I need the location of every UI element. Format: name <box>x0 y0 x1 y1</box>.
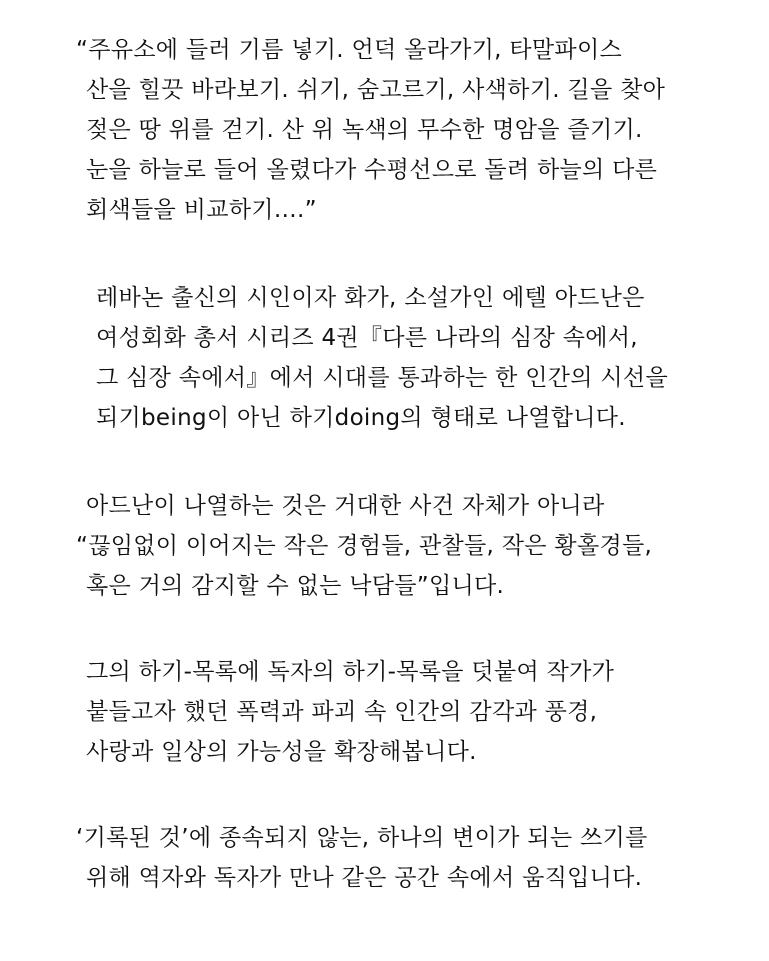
paragraph-author-intro <box>76 278 729 438</box>
text-line: 젖은 땅 위를 걷기. 산 위 녹색의 무수한 명암을 즐기기. <box>86 117 643 143</box>
text-line: 아드난이 나열하는 것은 거대한 사건 자체가 아니라 <box>86 493 605 519</box>
text-line: 그의 하기-목록에 독자의 하기-목록을 덧붙여 작가가 <box>86 659 615 685</box>
text-line: 사랑과 일상의 가능성을 확장해봅니다. <box>86 739 477 765</box>
text-line: 혹은 거의 감지할 수 없는 낙담들”입니다. <box>86 573 505 599</box>
text-line: 레바논 출신의 시인이자 화가, 소설가인 에텔 아드난은 <box>96 285 645 311</box>
paragraph-closing <box>76 818 729 898</box>
paragraph-quote-list <box>76 30 729 230</box>
text-line: 눈을 하늘로 들어 올렸다가 수평선으로 돌려 하늘의 다른 <box>86 157 658 183</box>
text-line: 산을 힐끗 바라보기. 쉬기, 숨고르기, 사색하기. 길을 찾아 <box>86 77 666 103</box>
text-line: 여성회화 총서 시리즈 4권『다른 나라의 심장 속에서, <box>96 325 638 351</box>
text-line: “끊임없이 이어지는 작은 경험들, 관찰들, 작은 황홀경들, <box>76 533 653 559</box>
paragraph-adnan-list <box>76 486 729 606</box>
text-line: ‘기록된 것’에 종속되지 않는, 하나의 변이가 되는 쓰기를 <box>76 825 648 851</box>
text-line: “주유소에 들러 기름 넣기. 언덕 올라가기, 타말파이스 <box>76 37 622 63</box>
text-line: 붙들고자 했던 폭력과 파괴 속 인간의 감각과 풍경, <box>86 699 598 725</box>
text-line: 되기being이 아닌 하기doing의 형태로 나열합니다. <box>96 405 626 431</box>
paragraph-reader-list <box>76 652 729 772</box>
text-line: 그 심장 속에서』에서 시대를 통과하는 한 인간의 시선을 <box>96 365 668 391</box>
text-line: 회색들을 비교하기….” <box>86 197 317 223</box>
text-line: 위해 역자와 독자가 만나 같은 공간 속에서 움직입니다. <box>86 865 643 891</box>
